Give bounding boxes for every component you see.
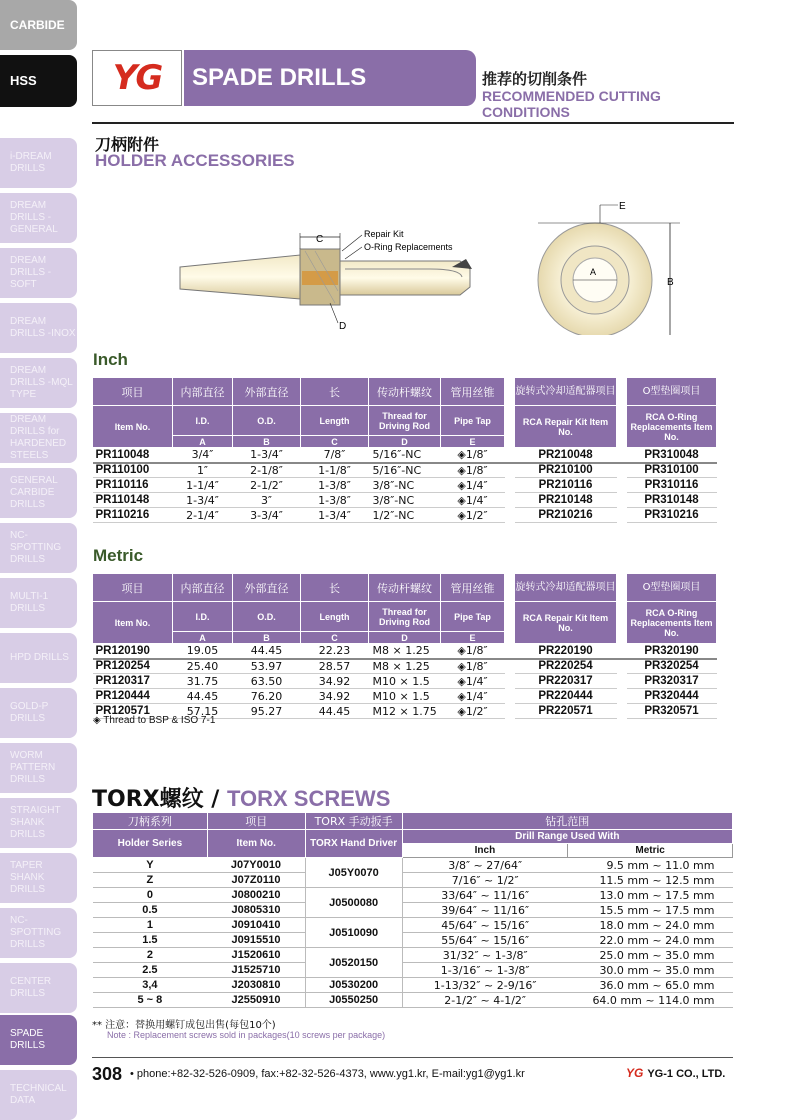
cell-inch: 45/64″ ~ 15/16″ xyxy=(402,918,568,933)
cell-oring: PR310100 xyxy=(627,463,717,478)
col-pipe-en: Pipe Tap xyxy=(441,406,505,436)
cell-inch: 1-13/32″ ~ 2-9/16″ xyxy=(402,978,568,993)
col-oring-cn: O型垫圈项目 xyxy=(627,574,717,602)
col-item-cn: 项目 xyxy=(207,813,305,830)
table-cell xyxy=(617,689,627,704)
col-letter: E xyxy=(441,436,505,448)
table-cell xyxy=(505,659,515,674)
cell-pipe-tap: ◈1/4″ xyxy=(441,478,505,493)
label-c: C xyxy=(316,234,324,245)
item-no: PR120317 xyxy=(93,674,173,689)
col-rca-en: RCA Repair Kit Item No. xyxy=(515,602,617,644)
table-cell xyxy=(617,602,627,644)
col-oring-en: RCA O-Ring Replacements Item No. xyxy=(627,602,717,644)
metric-table xyxy=(92,573,717,719)
col-item-cn: 项目 xyxy=(93,574,173,602)
col-len-cn: 长 xyxy=(301,574,369,602)
col-item-en: Item No. xyxy=(207,830,305,858)
cell-od: 95.27 xyxy=(233,704,301,719)
cell-od: 2-1/8″ xyxy=(233,463,301,478)
cell-item: J2550910 xyxy=(207,993,305,1008)
cell-series: 2.5 xyxy=(93,963,208,978)
cell-pipe-tap: ◈1/2″ xyxy=(441,508,505,523)
col-letter: A xyxy=(173,632,233,644)
sidebar-tab[interactable]: TAPER SHANK DRILLS xyxy=(0,853,77,903)
yg-logo: YG xyxy=(92,50,182,106)
table-row xyxy=(93,493,717,508)
table-row xyxy=(93,978,733,993)
cell-id: 2-1/4″ xyxy=(173,508,233,523)
cell-pipe-tap: ◈1/8″ xyxy=(441,463,505,478)
cell-id: 57.15 xyxy=(173,704,233,719)
cell-oring: PR310116 xyxy=(627,478,717,493)
item-no: PR120444 xyxy=(93,689,173,704)
col-thread-cn: 传动杆螺纹 xyxy=(369,378,441,406)
table-cell xyxy=(505,689,515,704)
cell-pipe-tap: ◈1/4″ xyxy=(441,689,505,704)
cell-metric: 30.0 mm ~ 35.0 mm xyxy=(568,963,733,978)
cell-series: 1.5 xyxy=(93,933,208,948)
cell-item: J0910410 xyxy=(207,918,305,933)
cell-item: J07Y0010 xyxy=(207,858,305,873)
cell-id: 1-1/4″ xyxy=(173,478,233,493)
metric-section-label: Metric xyxy=(93,546,144,565)
table-row xyxy=(93,918,733,933)
cell-series: 1 xyxy=(93,918,208,933)
cell-length: 7/8″ xyxy=(301,448,369,463)
sidebar-tab[interactable]: NC-SPOTTING DRILLS xyxy=(0,908,77,958)
table-row xyxy=(93,448,717,463)
col-item-cn: 项目 xyxy=(93,378,173,406)
header-divider xyxy=(92,122,734,124)
cell-pipe-tap: ◈1/4″ xyxy=(441,493,505,508)
col-rca-cn: 旋转式冷却适配器项目 xyxy=(515,378,617,406)
table-cell xyxy=(505,478,515,493)
cell-length: 1-3/8″ xyxy=(301,493,369,508)
table-row xyxy=(93,644,717,659)
label-b: B xyxy=(667,277,674,288)
col-pipe-cn: 管用丝锥 xyxy=(441,378,505,406)
col-letter: C xyxy=(301,436,369,448)
cell-item: J2030810 xyxy=(207,978,305,993)
col-range-cn: 钻孔范围 xyxy=(402,813,732,830)
table-cell xyxy=(617,378,627,406)
cell-metric: 13.0 mm ~ 17.5 mm xyxy=(568,888,733,903)
page-header xyxy=(92,50,734,124)
sidebar-tab[interactable]: i-DREAM DRILLS xyxy=(0,138,77,188)
label-o-ring: O-Ring Replacements xyxy=(364,242,453,252)
torx-title: TORX螺纹 / TORX SCREWS xyxy=(92,786,391,812)
cell-od: 53.97 xyxy=(233,659,301,674)
cell-inch: 2-1/2″ ~ 4-1/2″ xyxy=(402,993,568,1008)
cell-rca: PR210116 xyxy=(515,478,617,493)
col-driver-en: TORX Hand Driver xyxy=(305,830,402,858)
table-cell xyxy=(617,448,627,463)
col-letter: D xyxy=(369,436,441,448)
cell-driver: J0530200 xyxy=(305,978,402,993)
table-row xyxy=(93,858,733,873)
sidebar-tab[interactable]: TECHNICAL DATA xyxy=(0,1070,77,1120)
cell-rca: PR220190 xyxy=(515,644,617,659)
item-no: PR120571 xyxy=(93,704,173,719)
cell-series: 2 xyxy=(93,948,208,963)
col-thread-en: Thread for Driving Rod xyxy=(369,406,441,436)
sidebar-tab[interactable]: DREAM DRILLS for HARDENED STEELS xyxy=(0,413,77,463)
table-cell xyxy=(505,448,515,463)
sidebar-tab[interactable]: GENERAL CARBIDE DRILLS xyxy=(0,468,77,518)
cell-rca: PR220444 xyxy=(515,689,617,704)
table-row xyxy=(93,903,733,918)
cell-thread: M12 × 1.75 xyxy=(369,704,441,719)
table-cell xyxy=(617,508,627,523)
table-cell xyxy=(505,602,515,644)
sidebar-tab[interactable]: DREAM DRILLS -MQL TYPE xyxy=(0,358,77,408)
cell-thread: M8 × 1.25 xyxy=(369,644,441,659)
table-cell xyxy=(505,378,515,406)
cell-id: 3/4″ xyxy=(173,448,233,463)
cell-metric: 18.0 mm ~ 24.0 mm xyxy=(568,918,733,933)
holder-illustration xyxy=(170,195,730,335)
table-row xyxy=(93,873,733,888)
cell-oring: PR320254 xyxy=(627,659,717,674)
cell-metric: 11.5 mm ~ 12.5 mm xyxy=(568,873,733,888)
cell-inch: 7/16″ ~ 1/2″ xyxy=(402,873,568,888)
col-pipe-cn: 管用丝锥 xyxy=(441,574,505,602)
cell-length: 22.23 xyxy=(301,644,369,659)
col-metric: Metric xyxy=(568,844,733,858)
cell-pipe-tap: ◈1/8″ xyxy=(441,448,505,463)
col-item-en: Item No. xyxy=(93,406,173,448)
col-thread-en: Thread for Driving Rod xyxy=(369,602,441,632)
col-letter: B xyxy=(233,632,301,644)
torx-note-en: Note : Replacement screws sold in packages(10 screws per package) xyxy=(107,1030,386,1040)
table-row xyxy=(93,508,717,523)
table-cell xyxy=(617,704,627,719)
torx-note-cn: ** 注意：替换用螺钉成包出售(每包10个) xyxy=(92,1020,276,1031)
recommended-title-en: RECOMMENDED CUTTING CONDITIONS xyxy=(482,88,661,120)
table-row xyxy=(93,689,717,704)
table-row xyxy=(93,933,733,948)
holder-body xyxy=(340,261,470,295)
table-cell xyxy=(617,478,627,493)
cell-oring: PR320317 xyxy=(627,674,717,689)
label-a: A xyxy=(590,267,597,277)
table-row xyxy=(93,463,717,478)
cell-metric: 36.0 mm ~ 65.0 mm xyxy=(568,978,733,993)
label-e: E xyxy=(619,201,626,212)
col-od-cn: 外部直径 xyxy=(233,574,301,602)
cell-id: 1-3/4″ xyxy=(173,493,233,508)
holder-title-cn: 刀柄附件 xyxy=(95,135,160,154)
table-row xyxy=(93,674,717,689)
sidebar-tab[interactable]: STRAIGHT SHANK DRILLS xyxy=(0,798,77,848)
cell-oring: PR320444 xyxy=(627,689,717,704)
col-id-cn: 内部直径 xyxy=(173,574,233,602)
table-cell xyxy=(617,674,627,689)
cell-series: 5 ~ 8 xyxy=(93,993,208,1008)
cell-thread: 3/8″-NC xyxy=(369,478,441,493)
item-no: PR120190 xyxy=(93,644,173,659)
cell-length: 1-3/4″ xyxy=(301,508,369,523)
cell-metric: 15.5 mm ~ 17.5 mm xyxy=(568,903,733,918)
cell-item: J07Z0110 xyxy=(207,873,305,888)
sidebar-tab[interactable]: HPD DRILLS xyxy=(0,633,77,683)
cell-metric: 22.0 mm ~ 24.0 mm xyxy=(568,933,733,948)
sidebar-tab[interactable]: HSS xyxy=(0,55,77,107)
col-driver-cn: TORX 手动扳手 xyxy=(305,813,402,830)
item-no: PR110116 xyxy=(93,478,173,493)
cell-id: 31.75 xyxy=(173,674,233,689)
cell-driver: J0520150 xyxy=(305,948,402,978)
table-row xyxy=(93,659,717,674)
cell-oring: PR320190 xyxy=(627,644,717,659)
taper-shank xyxy=(180,255,300,299)
cell-rca: PR210148 xyxy=(515,493,617,508)
col-oring-cn: O型垫圈项目 xyxy=(627,378,717,406)
col-id-cn: 内部直径 xyxy=(173,378,233,406)
label-d: D xyxy=(339,321,347,332)
sidebar-tab[interactable]: DREAM DRILLS -GENERAL xyxy=(0,193,77,243)
col-id-en: I.D. xyxy=(173,406,233,436)
table-cell xyxy=(505,574,515,602)
cell-thread: 3/8″-NC xyxy=(369,493,441,508)
bsp-footnote: ◈ Thread to BSP & ISO 7-1 xyxy=(93,715,216,726)
cell-item: J1520610 xyxy=(207,948,305,963)
cell-oring: PR310148 xyxy=(627,493,717,508)
col-len-en: Length xyxy=(301,406,369,436)
cell-inch: 31/32″ ~ 1-3/8″ xyxy=(402,948,568,963)
cell-od: 2-1/2″ xyxy=(233,478,301,493)
cell-inch: 55/64″ ~ 15/16″ xyxy=(402,933,568,948)
cell-inch: 3/8″ ~ 27/64″ xyxy=(402,858,568,873)
sidebar-tab[interactable]: WORM PATTERN DRILLS xyxy=(0,743,77,793)
cell-inch: 39/64″ ~ 11/16″ xyxy=(402,903,568,918)
col-pipe-en: Pipe Tap xyxy=(441,602,505,632)
sidebar-tab[interactable]: MULTI-1 DRILLS xyxy=(0,578,77,628)
cell-rca: PR210048 xyxy=(515,448,617,463)
item-no: PR110148 xyxy=(93,493,173,508)
sidebar-tab[interactable]: GOLD-P DRILLS xyxy=(0,688,77,738)
sidebar-tab[interactable]: DREAM DRILLS -SOFT xyxy=(0,248,77,298)
cell-od: 3″ xyxy=(233,493,301,508)
col-series-cn: 刀柄系列 xyxy=(93,813,208,830)
holder-title-en: HOLDER ACCESSORIES xyxy=(95,151,295,170)
table-cell xyxy=(617,493,627,508)
cell-oring: PR320571 xyxy=(627,704,717,719)
table-cell xyxy=(505,493,515,508)
cell-item: J0800210 xyxy=(207,888,305,903)
cell-driver: J05Y0070 xyxy=(305,858,402,888)
item-no: PR110216 xyxy=(93,508,173,523)
cell-id: 25.40 xyxy=(173,659,233,674)
table-cell xyxy=(505,704,515,719)
cell-id: 44.45 xyxy=(173,689,233,704)
cell-od: 76.20 xyxy=(233,689,301,704)
col-letter: C xyxy=(301,632,369,644)
cell-series: Y xyxy=(93,858,208,873)
cell-thread: M10 × 1.5 xyxy=(369,689,441,704)
col-letter: B xyxy=(233,436,301,448)
cell-rca: PR220571 xyxy=(515,704,617,719)
table-cell xyxy=(617,406,627,448)
cell-od: 1-3/4″ xyxy=(233,448,301,463)
col-od-cn: 外部直径 xyxy=(233,378,301,406)
table-cell xyxy=(617,659,627,674)
table-cell xyxy=(505,674,515,689)
inch-table xyxy=(92,377,717,523)
col-letter: E xyxy=(441,632,505,644)
col-letter: D xyxy=(369,632,441,644)
table-cell xyxy=(505,644,515,659)
cell-item: J0805310 xyxy=(207,903,305,918)
page-number: 308 xyxy=(92,1064,123,1084)
table-row xyxy=(93,963,733,978)
footer-contact: • phone:+82-32-526-0909, fax:+82-32-526-4373, www.yg1.kr, E-mail:yg1@yg1.kr xyxy=(130,1068,525,1080)
cell-pipe-tap: ◈1/4″ xyxy=(441,674,505,689)
table-cell xyxy=(617,463,627,478)
sidebar-tab[interactable]: CENTER DRILLS xyxy=(0,963,77,1013)
cell-thread: 1/2″-NC xyxy=(369,508,441,523)
cell-length: 1-1/8″ xyxy=(301,463,369,478)
cell-thread: 5/16″-NC xyxy=(369,448,441,463)
table-cell xyxy=(617,574,627,602)
cell-driver: J0510090 xyxy=(305,918,402,948)
torx-table xyxy=(92,812,733,1008)
item-no: PR110100 xyxy=(93,463,173,478)
cell-driver: J0500080 xyxy=(305,888,402,918)
col-series-en: Holder Series xyxy=(93,830,208,858)
cell-rca: PR220317 xyxy=(515,674,617,689)
cell-length: 34.92 xyxy=(301,689,369,704)
footer-brand: YG YG-1 CO., LTD. xyxy=(626,1066,726,1080)
col-len-en: Length xyxy=(301,602,369,632)
table-cell xyxy=(505,508,515,523)
cell-od: 63.50 xyxy=(233,674,301,689)
table-cell xyxy=(505,463,515,478)
table-row xyxy=(93,478,717,493)
item-no: PR110048 xyxy=(93,448,173,463)
cell-oring: PR310048 xyxy=(627,448,717,463)
cell-rca: PR220254 xyxy=(515,659,617,674)
cell-oring: PR310216 xyxy=(627,508,717,523)
sidebar-tab[interactable]: SPADE DRILLS xyxy=(0,1015,77,1065)
table-cell xyxy=(505,406,515,448)
col-len-cn: 长 xyxy=(301,378,369,406)
cell-inch: 33/64″ ~ 11/16″ xyxy=(402,888,568,903)
col-letter: A xyxy=(173,436,233,448)
cell-series: 0.5 xyxy=(93,903,208,918)
cell-item: J0915510 xyxy=(207,933,305,948)
col-od-en: O.D. xyxy=(233,602,301,632)
cell-id: 1″ xyxy=(173,463,233,478)
col-rca-cn: 旋转式冷却适配器项目 xyxy=(515,574,617,602)
cell-od: 44.45 xyxy=(233,644,301,659)
table-row xyxy=(93,888,733,903)
sidebar-tab[interactable]: CARBIDE xyxy=(0,0,77,50)
col-inch: Inch xyxy=(402,844,568,858)
cell-length: 34.92 xyxy=(301,674,369,689)
cell-series: Z xyxy=(93,873,208,888)
col-thread-cn: 传动杆螺纹 xyxy=(369,574,441,602)
cell-pipe-tap: ◈1/8″ xyxy=(441,659,505,674)
sidebar xyxy=(0,0,78,1120)
table-row xyxy=(93,948,733,963)
sidebar-tab[interactable]: DREAM DRILLS -INOX xyxy=(0,303,77,353)
recommended-title-cn: 推荐的切削条件 xyxy=(482,70,588,88)
cell-series: 3,4 xyxy=(93,978,208,993)
label-repair-kit: Repair Kit xyxy=(364,229,404,239)
cell-metric: 9.5 mm ~ 11.0 mm xyxy=(568,858,733,873)
page-title: SPADE DRILLS xyxy=(184,50,476,106)
cell-id: 19.05 xyxy=(173,644,233,659)
cell-thread: M10 × 1.5 xyxy=(369,674,441,689)
cell-metric: 64.0 mm ~ 114.0 mm xyxy=(568,993,733,1008)
table-cell xyxy=(617,644,627,659)
cell-series: 0 xyxy=(93,888,208,903)
cell-metric: 25.0 mm ~ 35.0 mm xyxy=(568,948,733,963)
cell-pipe-tap: ◈1/8″ xyxy=(441,644,505,659)
cell-pipe-tap: ◈1/2″ xyxy=(441,704,505,719)
col-od-en: O.D. xyxy=(233,406,301,436)
col-rca-en: RCA Repair Kit Item No. xyxy=(515,406,617,448)
col-id-en: I.D. xyxy=(173,602,233,632)
cell-length: 1-3/8″ xyxy=(301,478,369,493)
cell-driver: J0550250 xyxy=(305,993,402,1008)
cell-length: 44.45 xyxy=(301,704,369,719)
cell-length: 28.57 xyxy=(301,659,369,674)
footer-divider xyxy=(92,1057,733,1058)
table-row xyxy=(93,993,733,1008)
cell-rca: PR210100 xyxy=(515,463,617,478)
cell-od: 3-3/4″ xyxy=(233,508,301,523)
cell-thread: M8 × 1.25 xyxy=(369,659,441,674)
sidebar-tab[interactable]: NC-SPOTTING DRILLS xyxy=(0,523,77,573)
cell-thread: 5/16″-NC xyxy=(369,463,441,478)
cell-rca: PR210216 xyxy=(515,508,617,523)
col-range-en: Drill Range Used With xyxy=(402,830,732,844)
cell-inch: 1-3/16″ ~ 1-3/8″ xyxy=(402,963,568,978)
item-no: PR120254 xyxy=(93,659,173,674)
col-item-en: Item No. xyxy=(93,602,173,644)
cell-item: J1525710 xyxy=(207,963,305,978)
col-oring-en: RCA O-Ring Replacements Item No. xyxy=(627,406,717,448)
inch-section-label: Inch xyxy=(93,350,128,369)
